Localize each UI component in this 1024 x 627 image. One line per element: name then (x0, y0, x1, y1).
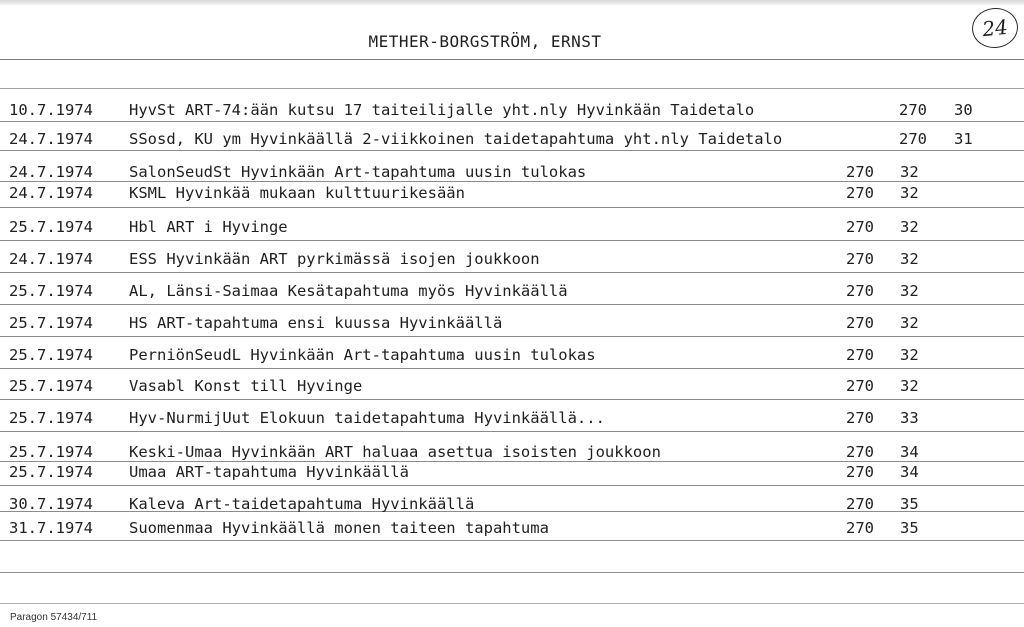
entry-date: 24.7.1974 (9, 250, 93, 268)
entry-page-number: 30 (954, 101, 973, 119)
entry-reference-number: 270 (899, 130, 927, 148)
entry-date: 25.7.1974 (9, 282, 93, 300)
table-row (0, 495, 1024, 513)
entry-date: 25.7.1974 (9, 443, 93, 461)
table-row (0, 377, 1024, 395)
entry-date: 25.7.1974 (9, 346, 93, 364)
ruled-line (0, 399, 1024, 400)
entry-source-and-title: PerniönSeudL Hyvinkään Art-tapahtuma uusin tulokas (129, 346, 596, 364)
entry-reference-number: 270 (846, 346, 874, 364)
ruled-line (0, 240, 1024, 241)
entry-page-number: 32 (900, 184, 919, 202)
entry-source-and-title: Hbl ART i Hyvinge (129, 218, 288, 236)
entry-date: 31.7.1974 (9, 519, 93, 537)
table-row (0, 443, 1024, 461)
entry-reference-number: 270 (846, 314, 874, 332)
ruled-line (0, 540, 1024, 541)
ruled-line (0, 207, 1024, 208)
entry-source-and-title: ESS Hyvinkään ART pyrkimässä isojen joukkoon (129, 250, 540, 268)
header-rule (0, 59, 1024, 60)
entry-page-number: 32 (900, 346, 919, 364)
card-title: METHER-BORGSTRÖM, ERNST (368, 32, 602, 51)
table-row (0, 463, 1024, 481)
entry-source-and-title: Keski-Umaa Hyvinkään ART haluaa asettua isoisten joukkoon (129, 443, 661, 461)
entry-date: 25.7.1974 (9, 377, 93, 395)
table-row (0, 163, 1024, 181)
table-row (0, 130, 1024, 148)
table-row (0, 101, 1024, 119)
entry-date: 30.7.1974 (9, 495, 93, 513)
entry-page-number: 32 (900, 314, 919, 332)
ruled-line (0, 304, 1024, 305)
entry-page-number: 32 (900, 250, 919, 268)
table-row (0, 218, 1024, 236)
entry-page-number: 34 (900, 463, 919, 481)
ruled-line (0, 572, 1024, 573)
entry-source-and-title: Suomenmaa Hyvinkäällä monen taiteen tapahtuma (129, 519, 549, 537)
entry-source-and-title: SalonSeudSt Hyvinkään Art-tapahtuma uusin tulokas (129, 163, 587, 181)
entry-page-number: 33 (900, 409, 919, 427)
entry-reference-number: 270 (846, 463, 874, 481)
ruled-line (0, 461, 1024, 462)
ruled-line (0, 121, 1024, 122)
entry-reference-number: 270 (846, 250, 874, 268)
entry-page-number: 31 (954, 130, 973, 148)
ruled-line (0, 603, 1024, 604)
ruled-line (0, 272, 1024, 273)
entry-source-and-title: HS ART-tapahtuma ensi kuussa Hyvinkäällä (129, 314, 503, 332)
entry-page-number: 34 (900, 443, 919, 461)
entry-page-number: 35 (900, 495, 919, 513)
entry-page-number: 32 (900, 377, 919, 395)
top-edge (0, 0, 1024, 5)
table-row (0, 184, 1024, 202)
entry-source-and-title: Vasabl Konst till Hyvinge (129, 377, 363, 395)
table-row (0, 314, 1024, 332)
table-row (0, 519, 1024, 537)
entry-date: 10.7.1974 (9, 101, 93, 119)
entry-date: 25.7.1974 (9, 463, 93, 481)
entry-page-number: 32 (900, 163, 919, 181)
ruled-line (0, 181, 1024, 182)
entry-reference-number: 270 (899, 101, 927, 119)
entry-date: 25.7.1974 (9, 314, 93, 332)
entry-source-and-title: KSML Hyvinkää mukaan kulttuurikesään (129, 184, 465, 202)
table-row (0, 346, 1024, 364)
entry-source-and-title: SSosd, KU ym Hyvinkäällä 2-viikkoinen taidetapahtuma yht.nly Taidetalo (129, 130, 783, 148)
entry-page-number: 32 (900, 282, 919, 300)
entry-source-and-title: HyvSt ART-74:ään kutsu 17 taiteilijalle yht.nly Hyvinkään Taidetalo (129, 101, 755, 119)
page-number-circle: 24 (970, 6, 1020, 51)
table-row (0, 282, 1024, 300)
entry-reference-number: 270 (846, 282, 874, 300)
entry-date: 24.7.1974 (9, 130, 93, 148)
entry-reference-number: 270 (846, 184, 874, 202)
entry-reference-number: 270 (846, 443, 874, 461)
entry-date: 24.7.1974 (9, 163, 93, 181)
ruled-line (0, 336, 1024, 337)
entry-reference-number: 270 (846, 519, 874, 537)
entry-reference-number: 270 (846, 409, 874, 427)
entry-source-and-title: Hyv-NurmijUut Elokuun taidetapahtuma Hyvinkäällä... (129, 409, 605, 427)
ruled-line (0, 485, 1024, 486)
entry-date: 24.7.1974 (9, 184, 93, 202)
entry-source-and-title: AL, Länsi-Saimaa Kesätapahtuma myös Hyvinkäällä (129, 282, 568, 300)
entry-date: 25.7.1974 (9, 218, 93, 236)
ruled-line (0, 368, 1024, 369)
entry-reference-number: 270 (846, 218, 874, 236)
ruled-line (0, 431, 1024, 432)
entry-source-and-title: Kaleva Art-taidetapahtuma Hyvinkäällä (129, 495, 475, 513)
entry-date: 25.7.1974 (9, 409, 93, 427)
entry-source-and-title: Umaa ART-tapahtuma Hyvinkäällä (129, 463, 409, 481)
ruled-line (0, 150, 1024, 151)
entry-reference-number: 270 (846, 377, 874, 395)
entry-page-number: 35 (900, 519, 919, 537)
entry-page-number: 32 (900, 218, 919, 236)
header-rule-secondary (0, 88, 1024, 89)
printer-footer: Paragon 57434/711 (10, 612, 98, 623)
entry-reference-number: 270 (846, 163, 874, 181)
entry-reference-number: 270 (846, 495, 874, 513)
table-row (0, 250, 1024, 268)
table-row (0, 409, 1024, 427)
